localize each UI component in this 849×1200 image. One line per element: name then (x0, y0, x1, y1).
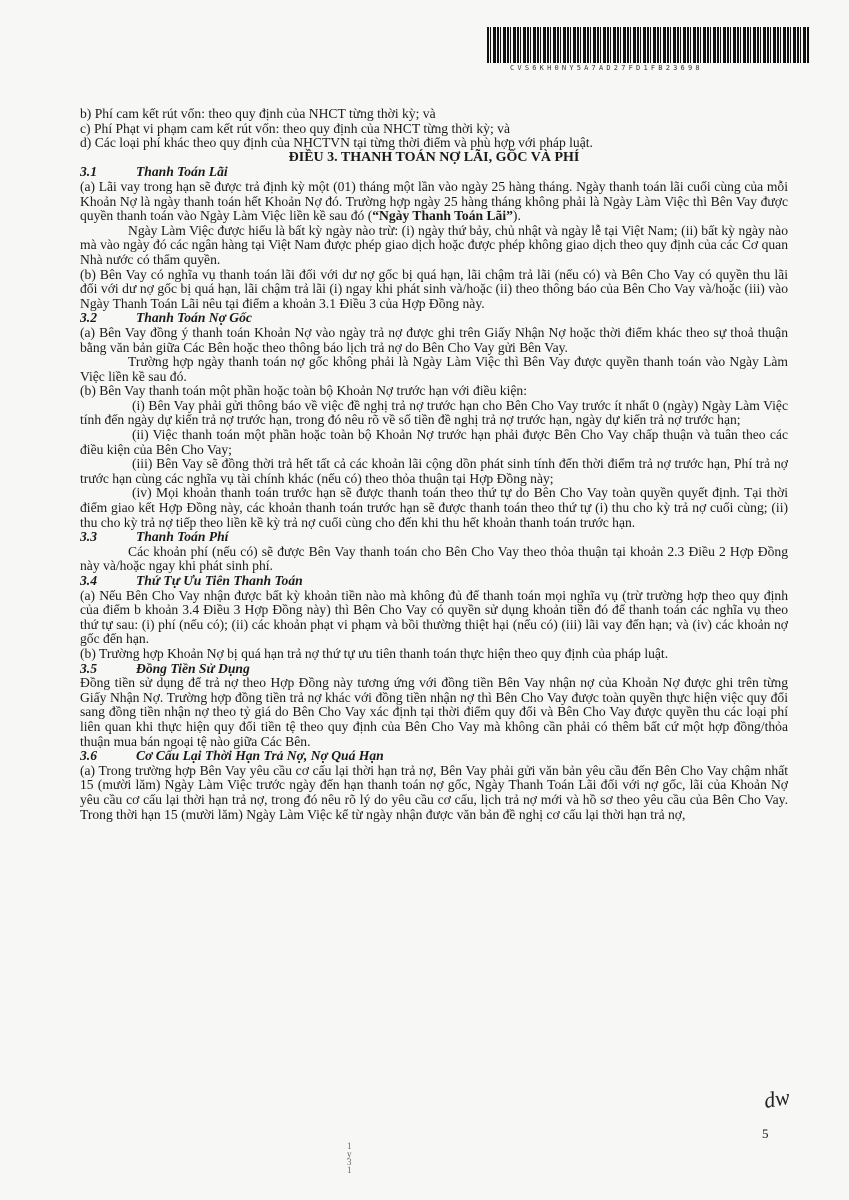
initials-signature: dw (761, 1083, 792, 1114)
section-heading-3-2 (80, 311, 788, 326)
paragraph-3-6-a: (a) Trong trường hợp Bên Vay yêu cầu cơ cấu lại thời hạn trả nợ, Bên Vay phải gửi văn bản yêu cầu đến Bên Cho Vay chậm nhất 15 (mười lăm) Ngày Làm Việc trước ngày đến hạn thanh toán nợ gốc, Ngày Thanh Toán Lãi đối với nợ gốc, lãi của Khoản Nợ yêu cầu cơ cấu lại thời hạn trả nợ, trong đó nêu rõ lý do yêu cầu cơ cấu, lịch trả nợ mới và hồ sơ theo yêu cầu của Bên Cho Vay. Trong thời hạn 15 (mười lăm) Ngày Làm Việc kể từ ngày nhận được văn bản đề nghị cơ cấu lại thời hạn trả nợ, (80, 762, 788, 822)
paragraph-3-4-a: (a) Nếu Bên Cho Vay nhận được bất kỳ khoản tiền nào mà không đủ để thanh toán mọi nghĩa vụ (trừ trường hợp theo quy định của điểm b khoản 3.4 Điều 3 Hợp Đồng này) thì Bên Cho Vay có quyền sử dụng khoản tiền đó để thanh toán các nghĩa vụ theo thứ tự sau: (i) phí (nếu có); (ii) các khoản phạt vi phạm và bồi thường thiệt hại (nếu có) (iii) lãi vay đến hạn; và (iv) các khoản nợ gốc đến hạn. (80, 587, 788, 647)
paragraph-3-2-b-i: (i) Bên Vay phải gửi thông báo về việc đề nghị trả nợ trước hạn cho Bên Cho Vay trước ít nhất 0 (ngày) Ngày Làm Việc tính đến ngày dự kiến trả nợ trước hạn, trong đó nêu rõ về số tiền đề nghị trả nợ trước hạn, ngày dự kiến trả nợ trước hạn; (80, 397, 788, 428)
section-number: 3.2 (80, 310, 97, 326)
section-title: Thanh Toán Phí (136, 529, 229, 545)
section-number: 3.3 (80, 529, 97, 545)
section-heading-3-1 (80, 165, 788, 180)
paragraph-3-1-b: (b) Bên Vay có nghĩa vụ thanh toán lãi đối với dư nợ gốc bị quá hạn, lãi chậm trả lãi (nếu có) và Bên Cho Vay có quyền thu lãi đối với dư nợ gốc bị quá hạn, lãi chậm trả lãi (i) ngay khi phát sinh và/hoặc (ii) theo thông báo của Bên Cho Vay và/hoặc (iii) vào Ngày Thanh Toán Lãi nêu tại điểm a khoản 3.1 Điều 3 của Hợp Đồng này. (80, 266, 788, 311)
section-heading-3-4 (80, 574, 788, 589)
barcode-number: CVS6KH0NY5A7AD27FD1FB23698 (510, 64, 703, 72)
section-title: Thanh Toán Nợ Gốc (136, 310, 252, 326)
section-number: 3.6 (80, 748, 97, 764)
paragraph-3-4-b: (b) Trường hợp Khoản Nợ bị quá hạn trả nợ thứ tự ưu tiên thanh toán thực hiện theo quy định của pháp luật. (80, 645, 669, 661)
paragraph-3-2-b-iii: (iii) Bên Vay sẽ đồng thời trả hết tất cả các khoản lãi cộng dồn phát sinh tính đến thời điểm trả nợ trước hạn, Phí trả nợ trước hạn cùng các nghĩa vụ tài chính khác (nếu có) theo thỏa thuận tại Hợp Đồng này; (80, 456, 788, 486)
section-title: Cơ Cấu Lại Thời Hạn Trả Nợ, Nợ Quá Hạn (136, 748, 384, 764)
document-body (80, 107, 788, 822)
section-heading-3-3 (80, 530, 788, 545)
paragraph-working-day-definition: Ngày Làm Việc được hiểu là bất kỳ ngày nào trừ: (i) ngày thứ bảy, chủ nhật và ngày lễ tại Việt Nam; (ii) bất kỳ ngày nào mà vào ngày đó các ngân hàng tại Việt Nam được phép giao dịch hoặc được phép không giao dịch theo quy định của các Cơ quan Nhà nước có thẩm quyền. (80, 222, 788, 267)
article-title: ĐIỀU 3. THANH TOÁN NỢ LÃI, GỐC VÀ PHÍ (288, 149, 580, 165)
section-number: 3.1 (80, 164, 97, 180)
paragraph-3-2-b: (b) Bên Vay thanh toán một phần hoặc toàn bộ Khoản Nợ trước hạn với điều kiện: (80, 383, 527, 399)
section-title: Thanh Toán Lãi (136, 164, 228, 180)
section-title: Đồng Tiền Sử Dụng (136, 660, 250, 676)
paragraph-3-2-b-ii: (ii) Việc thanh toán một phần hoặc toàn bộ Khoản Nợ trước hạn phải được Bên Cho Vay chấp thuận và tuân theo các điều kiện của Bên Cho Vay; (80, 427, 788, 457)
fee-item-c: c) Phí Phạt vi phạm cam kết rút vốn: theo quy định của NHCT từng thời kỳ; và (80, 120, 510, 136)
section-heading-3-5 (80, 662, 788, 677)
margin-stamp: 1 y 3 1 (347, 1141, 352, 1175)
barcode (487, 27, 809, 63)
paragraph-3-2-a: (a) Bên Vay đồng ý thanh toán Khoản Nợ vào ngày trả nợ được ghi trên Giấy Nhận Nợ hoặc thời điểm khác theo sự thoả thuận bằng văn bản giữa Các Bên hoặc theo thông báo lịch trả nợ do Bên Cho Vay gửi Bên Vay. (80, 324, 788, 355)
paragraph-3-3: Các khoản phí (nếu có) sẽ được Bên Vay thanh toán cho Bên Cho Vay theo thỏa thuận tại khoản 2.3 Điều 2 Hợp Đồng này và/hoặc ngay khi phát sinh phí. (80, 543, 788, 574)
paragraph-3-1-a: (a) Lãi vay trong hạn sẽ được trả định kỳ một (01) tháng một lần vào ngày 25 hàng tháng. Ngày thanh toán lãi cuối cùng của mỗi Khoản Nợ là ngày thanh toán hết Khoản Nợ đó. Trường hợp ngày 25 hàng tháng không phải là Ngày Làm Việc thì Bên Vay được quyền thanh toán vào Ngày Làm Việc liền kề sau đó (“Ngày Thanh Toán Lãi”). (80, 178, 788, 224)
section-number: 3.4 (80, 573, 97, 588)
paragraph-3-2-a-2: Trường hợp ngày thanh toán nợ gốc không phải là Ngày Làm Việc thì Bên Vay được quyền thanh toán vào Ngày Làm Việc liền kề sau đó. (80, 354, 788, 384)
fee-item-d: d) Các loại phí khác theo quy định của NHCTVN tại từng thời điểm và phù hợp với pháp luật. (80, 135, 593, 151)
page-number: 5 (762, 1126, 769, 1141)
section-title: Thứ Tự Ưu Tiên Thanh Toán (136, 573, 303, 588)
fee-item-b: b) Phí cam kết rút vốn: theo quy định của NHCT từng thời kỳ; và (80, 106, 436, 121)
paragraph-3-5: Đồng tiền sử dụng để trả nợ theo Hợp Đồng này tương ứng với đồng tiền Bên Vay nhận nợ của Khoản Nợ được ghi trên từng Giấy Nhận Nợ. Trường hợp đồng tiền trả nợ khác với đồng tiền nhận nợ thì Bên Cho Vay được toàn quyền thực hiện việc quy đổi sang đồng tiền nhận nợ theo tỷ giá do Bên Cho Vay xác định tại thời điểm quy đổi và Bên Cho Vay được quyền thu các loại phí liên quan khi thực hiện quy đổi tiền tệ theo quy định của Bên Cho Vay mà không cần phải có thêm bất cứ một hợp đồng/thỏa thuận mua bán ngoại tệ nào giữa Các Bên. (80, 675, 788, 749)
section-number: 3.5 (80, 660, 97, 676)
paragraph-3-2-b-iv: (iv) Mọi khoản thanh toán trước hạn sẽ được thanh toán theo thứ tự do Bên Cho Vay toàn quyền quyết định. Tại thời điểm giao kết Hợp Đồng này, các khoản thanh toán trước hạn sẽ được thanh toán theo thứ tự (i) thu cho kỳ trả nợ cuối cùng; (ii) thu cho kỳ trả nợ tiếp theo liền kề kỳ trả nợ cuối cùng cho đến khi thu hết khoản thanh toán trước hạn. (80, 485, 788, 530)
section-heading-3-6 (80, 749, 788, 764)
